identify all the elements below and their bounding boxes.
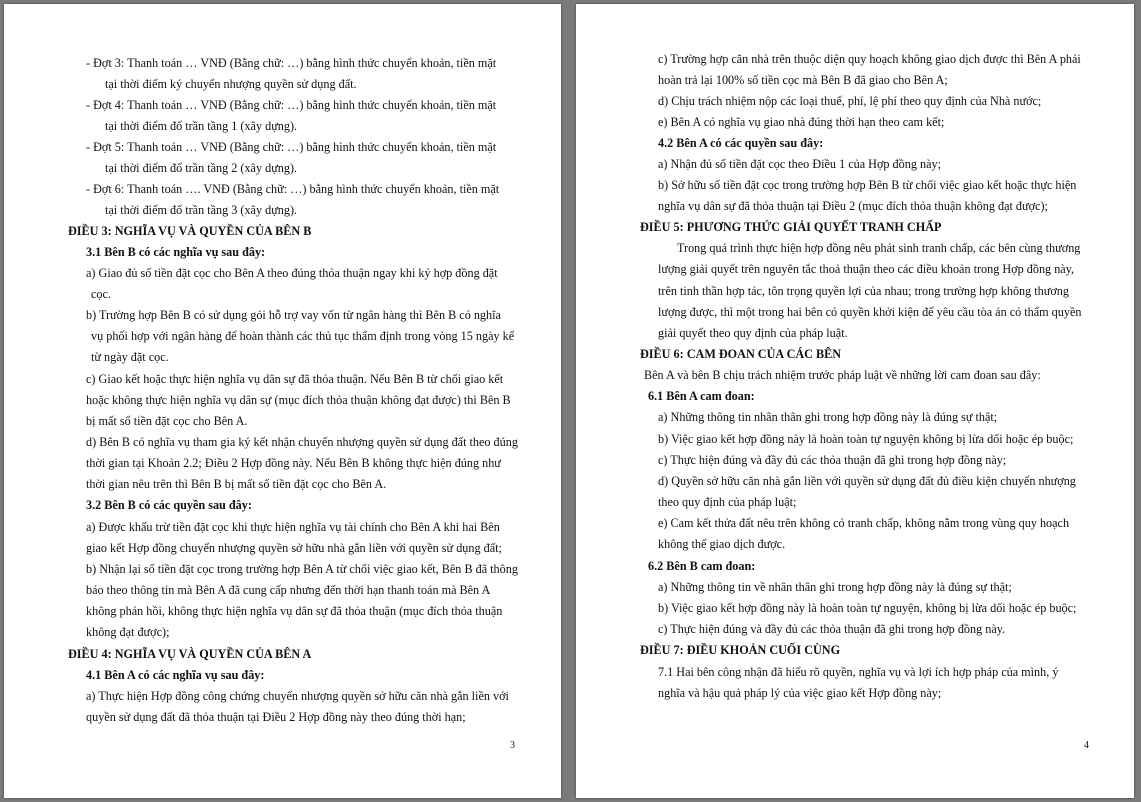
body-text-line: c) Trường hợp căn nhà trên thuộc diện quy hoạch không giao dịch được thì Bên A phải xyxy=(658,52,1081,66)
section-heading: 4.2 Bên A có các quyền sau đây: xyxy=(658,136,824,150)
body-text-line: từ ngày đặt cọc. xyxy=(91,350,169,364)
body-text-line: b) Sở hữu số tiền đặt cọc trong trường hợp Bên B từ chối việc giao kết hoặc thực hiện xyxy=(658,178,1077,192)
body-text-line: e) Cam kết thửa đất nêu trên không có tranh chấp, không nằm trong vùng quy hoạch xyxy=(658,516,1070,530)
body-text-line: 7.1 Hai bên công nhận đã hiểu rõ quyền, nghĩa vụ và lợi ích hợp pháp của mình, ý xyxy=(658,665,1059,679)
body-text-line: - Đợt 6: Thanh toán …. VNĐ (Bằng chữ: …) bằng hình thức chuyển khoản, tiền mặt xyxy=(86,182,500,196)
section-heading: 6.1 Bên A cam đoan: xyxy=(648,389,755,403)
section-heading: ĐIỀU 3: NGHĨA VỤ VÀ QUYỀN CỦA BÊN B xyxy=(68,224,312,238)
body-text-line: tại thời điểm ký chuyển nhượng quyền sử dụng đất. xyxy=(105,77,357,91)
body-text-line: d) Quyền sở hữu căn nhà gắn liền với quyền sử dụng đất đủ điều kiện chuyển nhượng xyxy=(658,474,1076,488)
body-text-line: - Đợt 3: Thanh toán … VNĐ (Bằng chữ: …) bằng hình thức chuyển khoản, tiền mặt xyxy=(86,56,497,70)
section-heading: ĐIỀU 5: PHƯƠNG THỨC GIẢI QUYẾT TRANH CHẤP xyxy=(640,220,942,234)
section-heading: ĐIỀU 6: CAM ĐOAN CỦA CÁC BÊN xyxy=(640,347,842,361)
body-text-line: thời gian tại Khoản 2.2; Điều 2 Hợp đồng này. Nếu Bên B không thực hiện đúng như xyxy=(86,456,501,470)
body-text-line: không phản hồi, không thực hiện nghĩa vụ dân sự đã thỏa thuận (mục đích thỏa thuận xyxy=(86,604,503,618)
body-text-line: c) Giao kết hoặc thực hiện nghĩa vụ dân sự đã thỏa thuận. Nếu Bên B từ chối giao kết xyxy=(86,372,504,386)
body-text-line: c) Thực hiện đúng và đầy đủ các thỏa thuận đã ghi trong hợp đồng này; xyxy=(658,453,1007,467)
body-text-line: lượng giải quyết trên nguyên tắc thoả thuận theo các điều khoản trong Hợp đồng này, xyxy=(658,262,1075,276)
body-text-line: giao kết Hợp đồng chuyển nhượng quyền sở hữu nhà gắn liền với quyền sử dụng đất; xyxy=(86,541,502,555)
body-text-line: a) Thực hiện Hợp đồng công chứng chuyển nhượng quyền sở hữu căn nhà gắn liền với xyxy=(86,689,509,703)
body-text-line: - Đợt 4: Thanh toán … VNĐ (Bằng chữ: …) bằng hình thức chuyển khoản, tiền mặt xyxy=(86,98,497,112)
document-page-3 xyxy=(4,4,561,798)
body-text-line: theo quy định của pháp luật; xyxy=(658,495,797,509)
body-text-line: a) Những thông tin nhân thân ghi trong hợp đồng này là đúng sự thật; xyxy=(658,410,998,424)
body-text-line: không thể giao dịch được. xyxy=(658,537,786,551)
section-heading: 3.1 Bên B có các nghĩa vụ sau đây: xyxy=(86,245,266,259)
body-text-line: cọc. xyxy=(91,287,111,301)
body-text-line: e) Bên A có nghĩa vụ giao nhà đúng thời hạn theo cam kết; xyxy=(658,115,945,129)
body-text-line: lượng được, thì một trong hai bên có quyền khởi kiện để yêu cầu tòa án có thẩm quyền xyxy=(658,305,1082,319)
body-text-line: tại thời điểm đổ trần tầng 1 (xây dựng). xyxy=(105,119,298,133)
body-text-line: c) Thực hiện đúng và đầy đủ các thỏa thuận đã ghi trong hợp đồng này. xyxy=(658,622,1006,636)
body-text-line: nghĩa và hậu quả pháp lý của việc giao kết Hợp đồng này; xyxy=(658,686,942,700)
body-text-line: hoặc không thực hiện nghĩa vụ dân sự (mục đích thỏa thuận không đạt được) thì Bên B xyxy=(86,393,511,407)
body-text-line: trên tinh thần hợp tác, tôn trọng quyền lợi của nhau; trong trường hợp không thương xyxy=(658,284,1069,298)
body-text-line: a) Giao đủ số tiền đặt cọc cho Bên A theo đúng thỏa thuận ngay khi ký hợp đồng đặt xyxy=(86,266,498,280)
body-text-line: thời gian nêu trên thì Bên B bị mất số tiền đặt cọc cho Bên A. xyxy=(86,477,387,491)
body-text-line: - Đợt 5: Thanh toán … VNĐ (Bằng chữ: …) bằng hình thức chuyển khoản, tiền mặt xyxy=(86,140,497,154)
body-text-line: tại thời điểm đổ trần tầng 3 (xây dựng). xyxy=(105,203,298,217)
body-text-line: b) Nhận lại số tiền đặt cọc trong trường hợp Bên A từ chối việc giao kết, Bên B đã thông xyxy=(86,562,518,576)
body-text-line: quyền sử dụng đất đã thỏa thuận tại Điều 2 Hợp đồng này theo đúng thời hạn; xyxy=(86,710,466,724)
section-heading: ĐIỀU 4: NGHĨA VỤ VÀ QUYỀN CỦA BÊN A xyxy=(68,647,312,661)
page-number: 4 xyxy=(1084,740,1089,751)
body-text-line: giải quyết theo quy định của pháp luật. xyxy=(658,326,848,340)
body-text-line: d) Bên B có nghĩa vụ tham gia ký kết nhận chuyển nhượng quyền sử dụng đất theo đúng xyxy=(86,435,518,449)
section-heading: 6.2 Bên B cam đoan: xyxy=(648,559,756,573)
body-text-line: b) Trường hợp Bên B có sử dụng gói hỗ trợ vay vốn từ ngân hàng thì Bên B có nghĩa xyxy=(86,308,501,322)
body-text-line: b) Việc giao kết hợp đồng này là hoàn toàn tự nguyện không bị lừa dối hoặc ép buộc; xyxy=(658,432,1074,446)
body-text-line: không đạt được); xyxy=(86,625,170,639)
section-heading: 3.2 Bên B có các quyền sau đây: xyxy=(86,498,252,512)
page-number: 3 xyxy=(510,740,515,751)
body-text-line: a) Nhận đủ số tiền đặt cọc theo Điều 1 của Hợp đồng này; xyxy=(658,157,941,171)
section-heading: 4.1 Bên A có các nghĩa vụ sau đây: xyxy=(86,668,265,682)
body-text-line: bị mất số tiền đặt cọc cho Bên A. xyxy=(86,414,248,428)
body-text-line: d) Chịu trách nhiệm nộp các loại thuế, phí, lệ phí theo quy định của Nhà nước; xyxy=(658,94,1042,108)
body-text-line: nghĩa vụ dân sự đã thỏa thuận tại Điều 2 (mục đích thỏa thuận không đạt được); xyxy=(658,199,1048,213)
body-text-line: a) Những thông tin về nhân thân ghi trong hợp đồng này là đúng sự thật; xyxy=(658,580,1012,594)
body-text-line: tại thời điểm đổ trần tầng 2 (xây dựng). xyxy=(105,161,298,175)
body-text-line: hoàn trả lại 100% số tiền cọc mà Bên B đã giao cho Bên A; xyxy=(658,73,948,87)
body-text-line: a) Được khấu trừ tiền đặt cọc khi thực hiện nghĩa vụ tài chính cho Bên A khi hai Bên xyxy=(86,520,500,534)
body-text-line: Bên A và bên B chịu trách nhiệm trước pháp luật về những lời cam đoan sau đây: xyxy=(644,368,1041,382)
body-text-line: Trong quá trình thực hiện hợp đồng nêu phát sinh tranh chấp, các bên cùng thương xyxy=(677,241,1081,255)
section-heading: ĐIỀU 7: ĐIỀU KHOẢN CUỐI CÙNG xyxy=(640,643,841,657)
body-text-line: b) Việc giao kết hợp đồng này là hoàn toàn tự nguyện, không bị lừa dối hoặc ép buộc; xyxy=(658,601,1077,615)
body-text-line: báo theo thông tin mà Bên A đã cung cấp nhưng đến thời hạn thanh toán mà Bên A xyxy=(86,583,491,597)
document-page-4 xyxy=(576,4,1134,798)
body-text-line: vụ phối hợp với ngân hàng để hoàn thành các thủ tục thẩm định trong vòng 15 ngày kể xyxy=(91,329,515,343)
